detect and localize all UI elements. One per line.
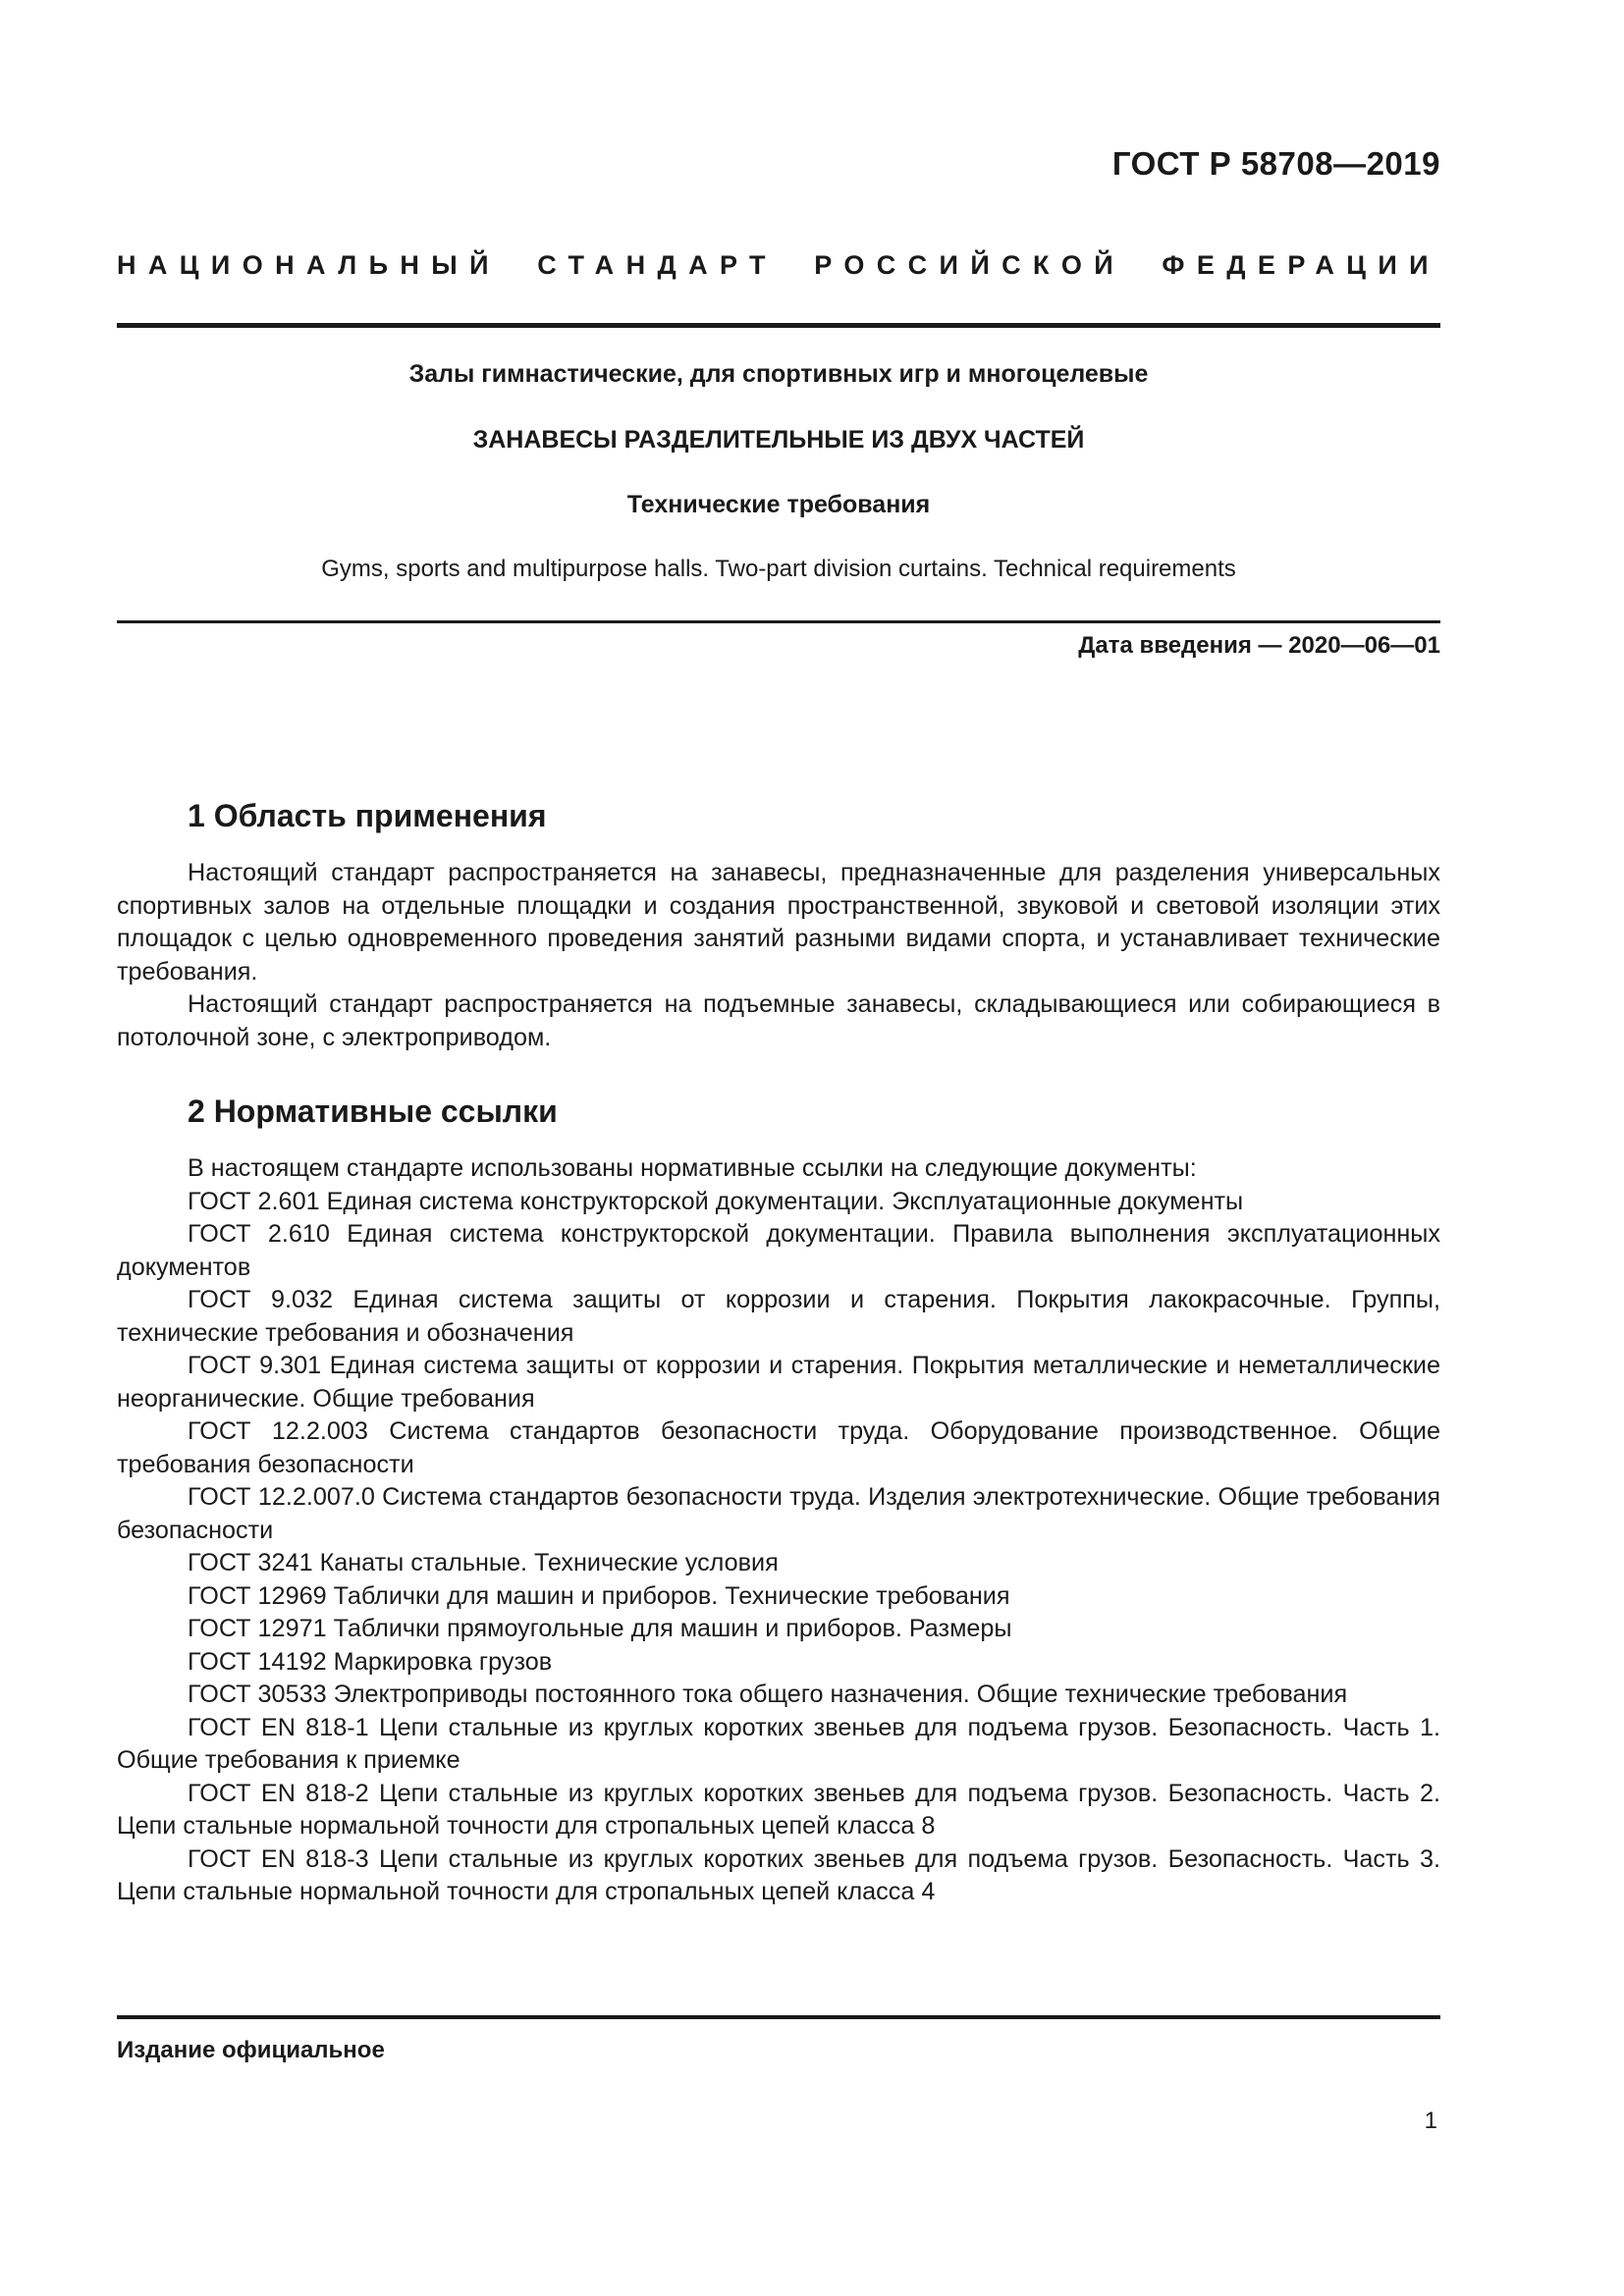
reference-item: ГОСТ 12971 Таблички прямоугольные для машин и приборов. Размеры bbox=[188, 1615, 1012, 1642]
reference-item: ГОСТ EN 818-2 Цепи стальные из круглых коротких звеньев для подъема грузов. Безопасность. Часть 2. Цепи стальные нормальной точности для стропальных цепей класса 8 bbox=[117, 1779, 1440, 1840]
reference-item: ГОСТ 9.032 Единая система защиты от коррозии и старения. Покрытия лакокрасочные. Группы, технические требования и обозначения bbox=[117, 1286, 1440, 1347]
section-1-paragraph: Настоящий стандарт распространяется на подъемные занавесы, складывающиеся или собирающиеся в потолочной зоне, с электроприводом. bbox=[117, 990, 1440, 1051]
english-title: Gyms, sports and multipurpose halls. Two-part division curtains. Technical requirements bbox=[321, 556, 1236, 582]
reference-item: ГОСТ 3241 Канаты стальные. Технические условия bbox=[188, 1549, 779, 1576]
middle-rule bbox=[117, 620, 1440, 623]
section-1-heading: 1 Область применения bbox=[188, 798, 547, 833]
reference-item: ГОСТ 14192 Маркировка грузов bbox=[188, 1647, 553, 1676]
reference-item: ГОСТ EN 818-3 Цепи стальные из круглых коротких звеньев для подъема грузов. Безопасность. Часть 3. Цепи стальные нормальной точности для стропальных цепей класса 4 bbox=[117, 1844, 1440, 1905]
title-line-1: Залы гимнастические, для спортивных игр и многоцелевые bbox=[408, 360, 1149, 388]
reference-item: ГОСТ 30533 Электроприводы постоянного тока общего назначения. Общие технические требования bbox=[188, 1681, 1348, 1708]
reference-item: ГОСТ EN 818-1 Цепи стальные из круглых коротких звеньев для подъема грузов. Безопасность. Часть 1. Общие требования к приемке bbox=[117, 1713, 1440, 1774]
reference-item: ГОСТ 12.2.003 Система стандартов безопасности труда. Оборудование производственное. Общие требования безопасности bbox=[117, 1417, 1440, 1478]
top-rule bbox=[117, 323, 1440, 328]
section-2-heading: 2 Нормативные ссылки bbox=[188, 1094, 558, 1129]
gost-number: ГОСТ Р 58708—2019 bbox=[1111, 145, 1440, 182]
reference-item: ГОСТ 12969 Таблички для машин и приборов. Технические требования bbox=[188, 1581, 1010, 1610]
document-body bbox=[117, 796, 1440, 1909]
intro-date: Дата введения — 2020—06—01 bbox=[1078, 632, 1440, 659]
bottom-rule bbox=[117, 2015, 1440, 2019]
title-line-2: ЗАНАВЕСЫ РАЗДЕЛИТЕЛЬНЫЕ ИЗ ДВУХ ЧАСТЕЙ bbox=[472, 426, 1085, 454]
reference-item: ГОСТ 12.2.007.0 Система стандартов безопасности труда. Изделия электротехнические. Общие требования безопасности bbox=[117, 1483, 1440, 1544]
page-number: 1 bbox=[1424, 2108, 1437, 2134]
reference-item: ГОСТ 9.301 Единая система защиты от коррозии и старения. Покрытия металлические и неметаллические неорганические. Общие требования bbox=[117, 1352, 1440, 1413]
reference-item: ГОСТ 2.601 Единая система конструкторской документации. Эксплуатационные документы bbox=[188, 1187, 1244, 1215]
official-edition-label: Издание официальное bbox=[117, 2037, 385, 2063]
section-1-paragraph: Настоящий стандарт распространяется на занавесы, предназначенные для разделения универсальных спортивных залов на отдельные площадки и создания пространственной, звуковой и световой изоляции этих площадок с целью одновременного проведения занятий разными видами спорта, и устанавливает технические требования. bbox=[117, 859, 1440, 986]
reference-item: ГОСТ 2.610 Единая система конструкторской документации. Правила выполнения эксплуатационных документов bbox=[117, 1220, 1440, 1281]
national-standard-heading: НАЦИОНАЛЬНЫЙ СТАНДАРТ РОССИЙСКОЙ ФЕДЕРАЦИИ bbox=[117, 250, 1440, 280]
title-line-3: Технические требования bbox=[626, 491, 931, 518]
reference-intro: В настоящем стандарте использованы нормативные ссылки на следующие документы: bbox=[188, 1154, 1197, 1182]
